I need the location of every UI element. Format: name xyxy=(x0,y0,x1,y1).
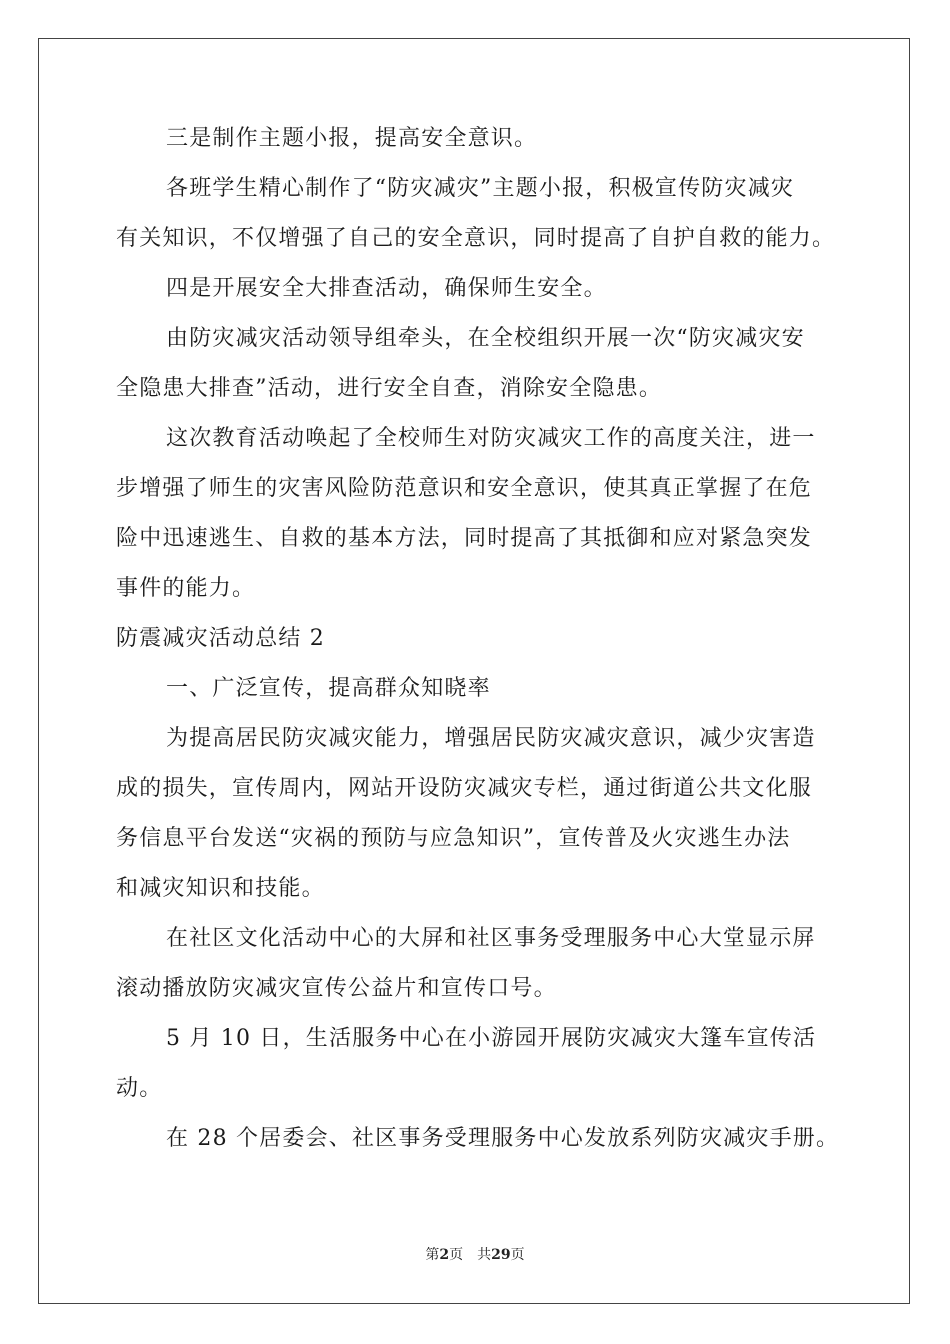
text-line: 由防灾减灾活动领导组牵头，在全校组织开展一次“防灾减灾安 xyxy=(166,326,805,351)
text-line: 四是开展安全大排查活动，确保师生安全。 xyxy=(166,276,607,301)
text-line: 步增强了师生的灾害风险防范意识和安全意识，使其真正掌握了在危 xyxy=(116,476,813,501)
text-line: 成的损失，宣传周内，网站开设防灾减灾专栏，通过街道公共文化服 xyxy=(116,776,813,801)
text-line: 务信息平台发送“灾祸的预防与应急知识”，宣传普及火灾逃生办法 xyxy=(116,826,791,851)
text-line: 防震减灾活动总结 2 xyxy=(116,626,325,651)
text-line: 险中迅速逃生、自救的基本方法，同时提高了其抵御和应对紧急突发 xyxy=(116,526,813,551)
page-footer xyxy=(0,1246,950,1264)
text-line: 事件的能力。 xyxy=(116,576,256,601)
text-line: 滚动播放防灾减灾宣传公益片和宣传口号。 xyxy=(116,976,557,1001)
text-line: 在 28 个居委会、社区事务受理服务中心发放系列防灾减灾手册。 xyxy=(166,1126,840,1151)
text-line: 和减灾知识和技能。 xyxy=(116,876,325,901)
total-pages: 29 xyxy=(491,1247,511,1263)
text-line: 这次教育活动唤起了全校师生对防灾减灾工作的高度关注，进一 xyxy=(166,426,816,451)
page-suffix: 页 xyxy=(449,1247,464,1263)
text-line: 为提高居民防灾减灾能力，增强居民防灾减灾意识，减少灾害造 xyxy=(166,726,816,751)
text-line: 各班学生精心制作了“防灾减灾”主题小报，积极宣传防灾减灾 xyxy=(166,176,795,201)
page-prefix: 第 xyxy=(425,1247,440,1263)
text-line: 全隐患大排查”活动，进行安全自查，消除安全隐患。 xyxy=(116,376,663,401)
text-line: 在社区文化活动中心的大屏和社区事务受理服务中心大堂显示屏 xyxy=(166,926,816,951)
text-line: 一、广泛宣传，提高群众知晓率 xyxy=(166,676,491,701)
document-body xyxy=(116,125,846,1175)
text-line: 5 月 10 日，生活服务中心在小游园开展防灾减灾大篷车宣传活 xyxy=(166,1026,817,1051)
total-suffix: 页 xyxy=(510,1247,525,1263)
total-prefix: 共 xyxy=(477,1247,492,1263)
text-line: 动。 xyxy=(116,1076,163,1101)
text-line: 有关知识，不仅增强了自己的安全意识，同时提高了自护自救的能力。 xyxy=(116,226,836,251)
text-line: 三是制作主题小报，提高安全意识。 xyxy=(166,126,538,151)
page-number: 2 xyxy=(439,1247,450,1263)
